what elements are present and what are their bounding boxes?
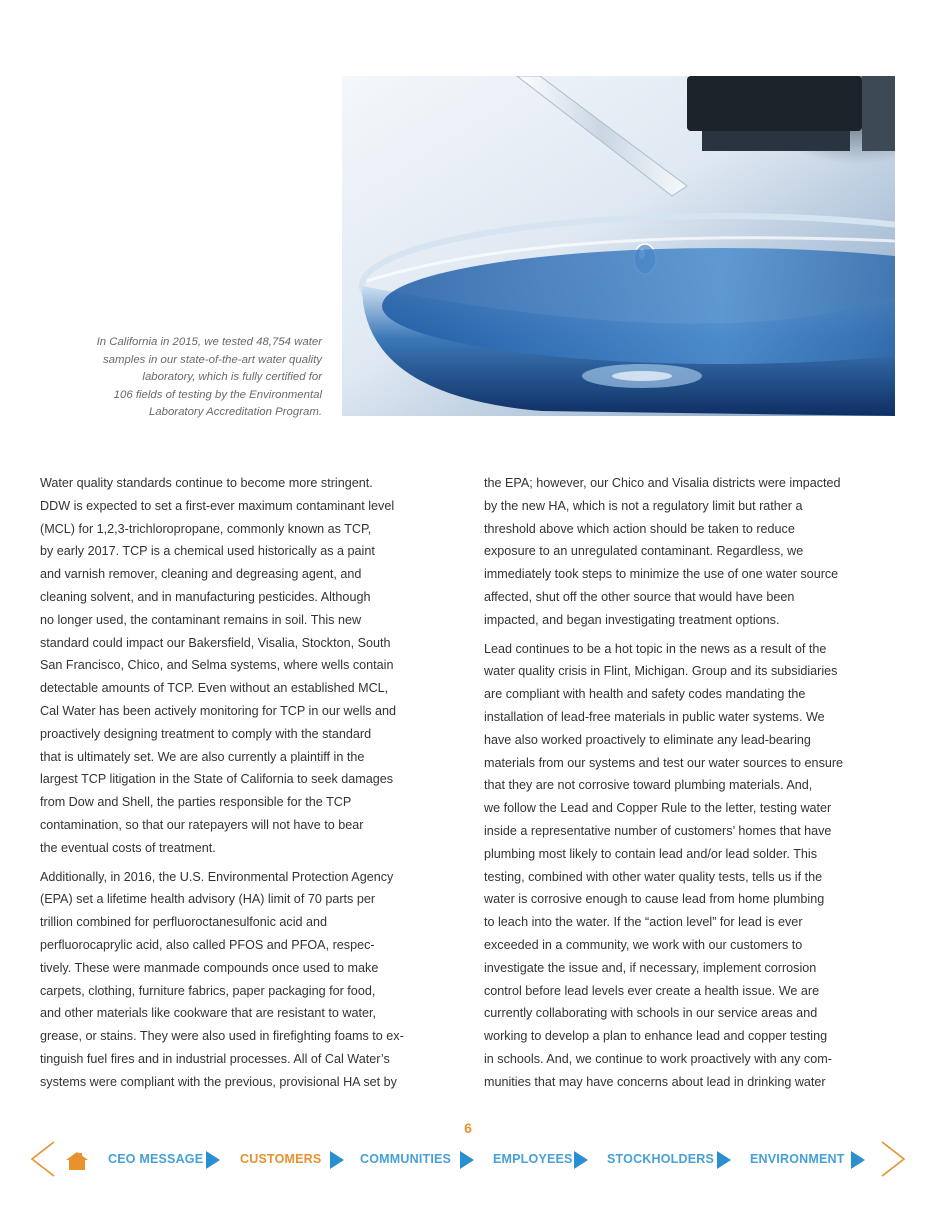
text-line: in schools. And, we continue to work proactively with any com-	[484, 1051, 832, 1066]
text-line: Lead continues to be a hot topic in the news as a result of the	[484, 641, 827, 656]
nav-arrow-icon	[206, 1151, 220, 1169]
text-line: working to develop a plan to enhance lead and copper testing	[484, 1029, 828, 1044]
caption-line: samples in our state-of-the-art water quality	[102, 353, 322, 366]
right-text-column	[484, 472, 894, 1100]
text-line: Cal Water has been actively monitoring for TCP in our wells and	[40, 703, 397, 718]
text-line: are compliant with health and safety codes mandating the	[484, 687, 806, 702]
text-line: (EPA) set a lifetime health advisory (HA) limit of 70 parts per	[40, 892, 376, 907]
nav-arrow-icon	[460, 1151, 474, 1169]
text-line: currently collaborating with schools in our service areas and	[484, 1006, 818, 1021]
text-line: that they are not corrosive toward plumbing materials. And,	[484, 778, 813, 793]
text-line: proactively designing treatment to comply with the standard	[40, 726, 372, 741]
text-line: (MCL) for 1,2,3-trichloropropane, commonly known as TCP,	[40, 521, 372, 536]
lab-photo	[342, 76, 895, 416]
text-line: threshold above which action should be taken to reduce	[484, 521, 795, 536]
text-line: we follow the Lead and Copper Rule to the letter, testing water	[484, 801, 832, 816]
text-line: have also worked proactively to eliminate any lead-bearing	[484, 732, 811, 747]
text-line: affected, shut off the other source that would have been	[484, 589, 795, 604]
text-line: and other materials like cookware that are resistant to water,	[40, 1006, 376, 1021]
nav-environment[interactable]: ENVIRONMENT	[750, 1152, 845, 1166]
nav-ceo-message[interactable]: CEO MESSAGE	[108, 1152, 204, 1166]
chevron-left-outline-icon	[28, 1140, 58, 1178]
nav-arrow-icon	[574, 1151, 588, 1169]
text-line: exposure to an unregulated contaminant. Regardless, we	[484, 544, 804, 559]
caption-line: Laboratory Accreditation Program.	[148, 406, 322, 418]
text-line: cleaning solvent, and in manufacturing pesticides. Although	[40, 589, 371, 604]
text-line: tively. These were manmade compounds once used to make	[40, 960, 379, 975]
text-line: the EPA; however, our Chico and Visalia districts were impacted	[484, 476, 841, 490]
text-line: installation of lead-free materials in public water systems. We	[484, 709, 825, 724]
nav-stockholders[interactable]: STOCKHOLDERS	[607, 1152, 715, 1166]
text-line: impacted, and began investigating treatment options.	[484, 612, 780, 627]
left-text-column	[40, 472, 450, 1100]
nav-arrow-icon	[717, 1151, 731, 1169]
paragraph-tcp	[40, 472, 450, 860]
nav-employees[interactable]: EMPLOYEES	[493, 1152, 573, 1166]
paragraph-epa-continued	[484, 472, 894, 632]
caption-line: In California in 2015, we tested 48,754 water	[96, 336, 322, 348]
text-line: by early 2017. TCP is a chemical used historically as a paint	[40, 544, 375, 559]
text-line: contamination, so that our ratepayers will not have to bear	[40, 817, 364, 832]
text-line: detectable amounts of TCP. Even without an established MCL,	[40, 681, 389, 696]
text-line: the eventual costs of treatment.	[40, 840, 216, 855]
next-page-button[interactable]	[878, 1140, 908, 1178]
paragraph-pfos-pfoa	[40, 866, 450, 1094]
photo-caption	[40, 334, 322, 422]
text-line: water quality crisis in Flint, Michigan. Group and its subsidiaries	[484, 664, 838, 679]
text-line: and varnish remover, cleaning and degreasing agent, and	[40, 567, 362, 582]
text-line: largest TCP litigation in the State of California to seek damages	[40, 772, 394, 787]
text-line: carpets, clothing, furniture fabrics, paper packaging for food,	[40, 983, 376, 998]
text-line: materials from our systems and test our water sources to ensure	[484, 755, 844, 770]
text-line: inside a representative number of customers’ homes that have	[484, 823, 832, 838]
text-line: from Dow and Shell, the parties responsible for the TCP	[40, 795, 352, 810]
text-line: no longer used, the contaminant remains in soil. This new	[40, 612, 362, 627]
text-line: standard could impact our Bakersfield, Visalia, Stockton, South	[40, 635, 391, 650]
text-line: trillion combined for perfluoroctanesulfonic acid and	[40, 915, 328, 930]
text-line: that is ultimately set. We are also currently a plaintiff in the	[40, 749, 365, 764]
page-number: 6	[464, 1120, 472, 1136]
prev-page-button[interactable]	[28, 1140, 58, 1178]
text-line: immediately took steps to minimize the use of one water source	[484, 567, 839, 582]
text-line: control before lead levels ever create a health issue. We are	[484, 983, 820, 998]
text-line: water is corrosive enough to cause lead from home plumbing	[484, 892, 825, 907]
text-line: testing, combined with other water quality tests, tells us if the	[484, 869, 823, 884]
text-line: DDW is expected to set a first-ever maximum contaminant level	[40, 498, 395, 513]
chevron-right-outline-icon	[878, 1140, 908, 1178]
nav-communities[interactable]: COMMUNITIES	[360, 1152, 452, 1166]
bottom-nav	[0, 1140, 935, 1180]
text-line: investigate the issue and, if necessary, implement corrosion	[484, 960, 817, 975]
text-line: plumbing most likely to contain lead and/or lead solder. This	[484, 846, 817, 861]
text-line: perfluorocaprylic acid, also called PFOS and PFOA, respec-	[40, 937, 375, 952]
text-line: munities that may have concerns about lead in drinking water	[484, 1074, 826, 1089]
text-line: tinguish fuel fires and in industrial processes. All of Cal Water’s	[40, 1051, 390, 1066]
caption-line: laboratory, which is fully certified for	[142, 371, 322, 383]
nav-arrow-icon	[851, 1151, 865, 1169]
text-line: exceeded in a community, we work with our customers to	[484, 937, 803, 952]
paragraph-lead	[484, 638, 894, 1094]
text-line: systems were compliant with the previous, provisional HA set by	[40, 1074, 397, 1089]
text-line: San Francisco, Chico, and Selma systems, where wells contain	[40, 658, 394, 673]
text-line: Water quality standards continue to become more stringent.	[40, 476, 373, 490]
text-line: by the new HA, which is not a regulatory limit but rather a	[484, 498, 803, 513]
caption-line: 106 fields of testing by the Environmental	[113, 388, 322, 401]
home-icon	[65, 1151, 89, 1171]
text-line: Additionally, in 2016, the U.S. Environmental Protection Agency	[40, 869, 394, 884]
text-line: to leach into the water. If the “action level” for lead is ever	[484, 915, 803, 930]
text-line: grease, or stains. They were also used in firefighting foams to ex-	[40, 1029, 404, 1044]
nav-arrow-icon	[330, 1151, 344, 1169]
home-button[interactable]	[65, 1151, 89, 1171]
nav-customers[interactable]: CUSTOMERS	[240, 1152, 322, 1166]
